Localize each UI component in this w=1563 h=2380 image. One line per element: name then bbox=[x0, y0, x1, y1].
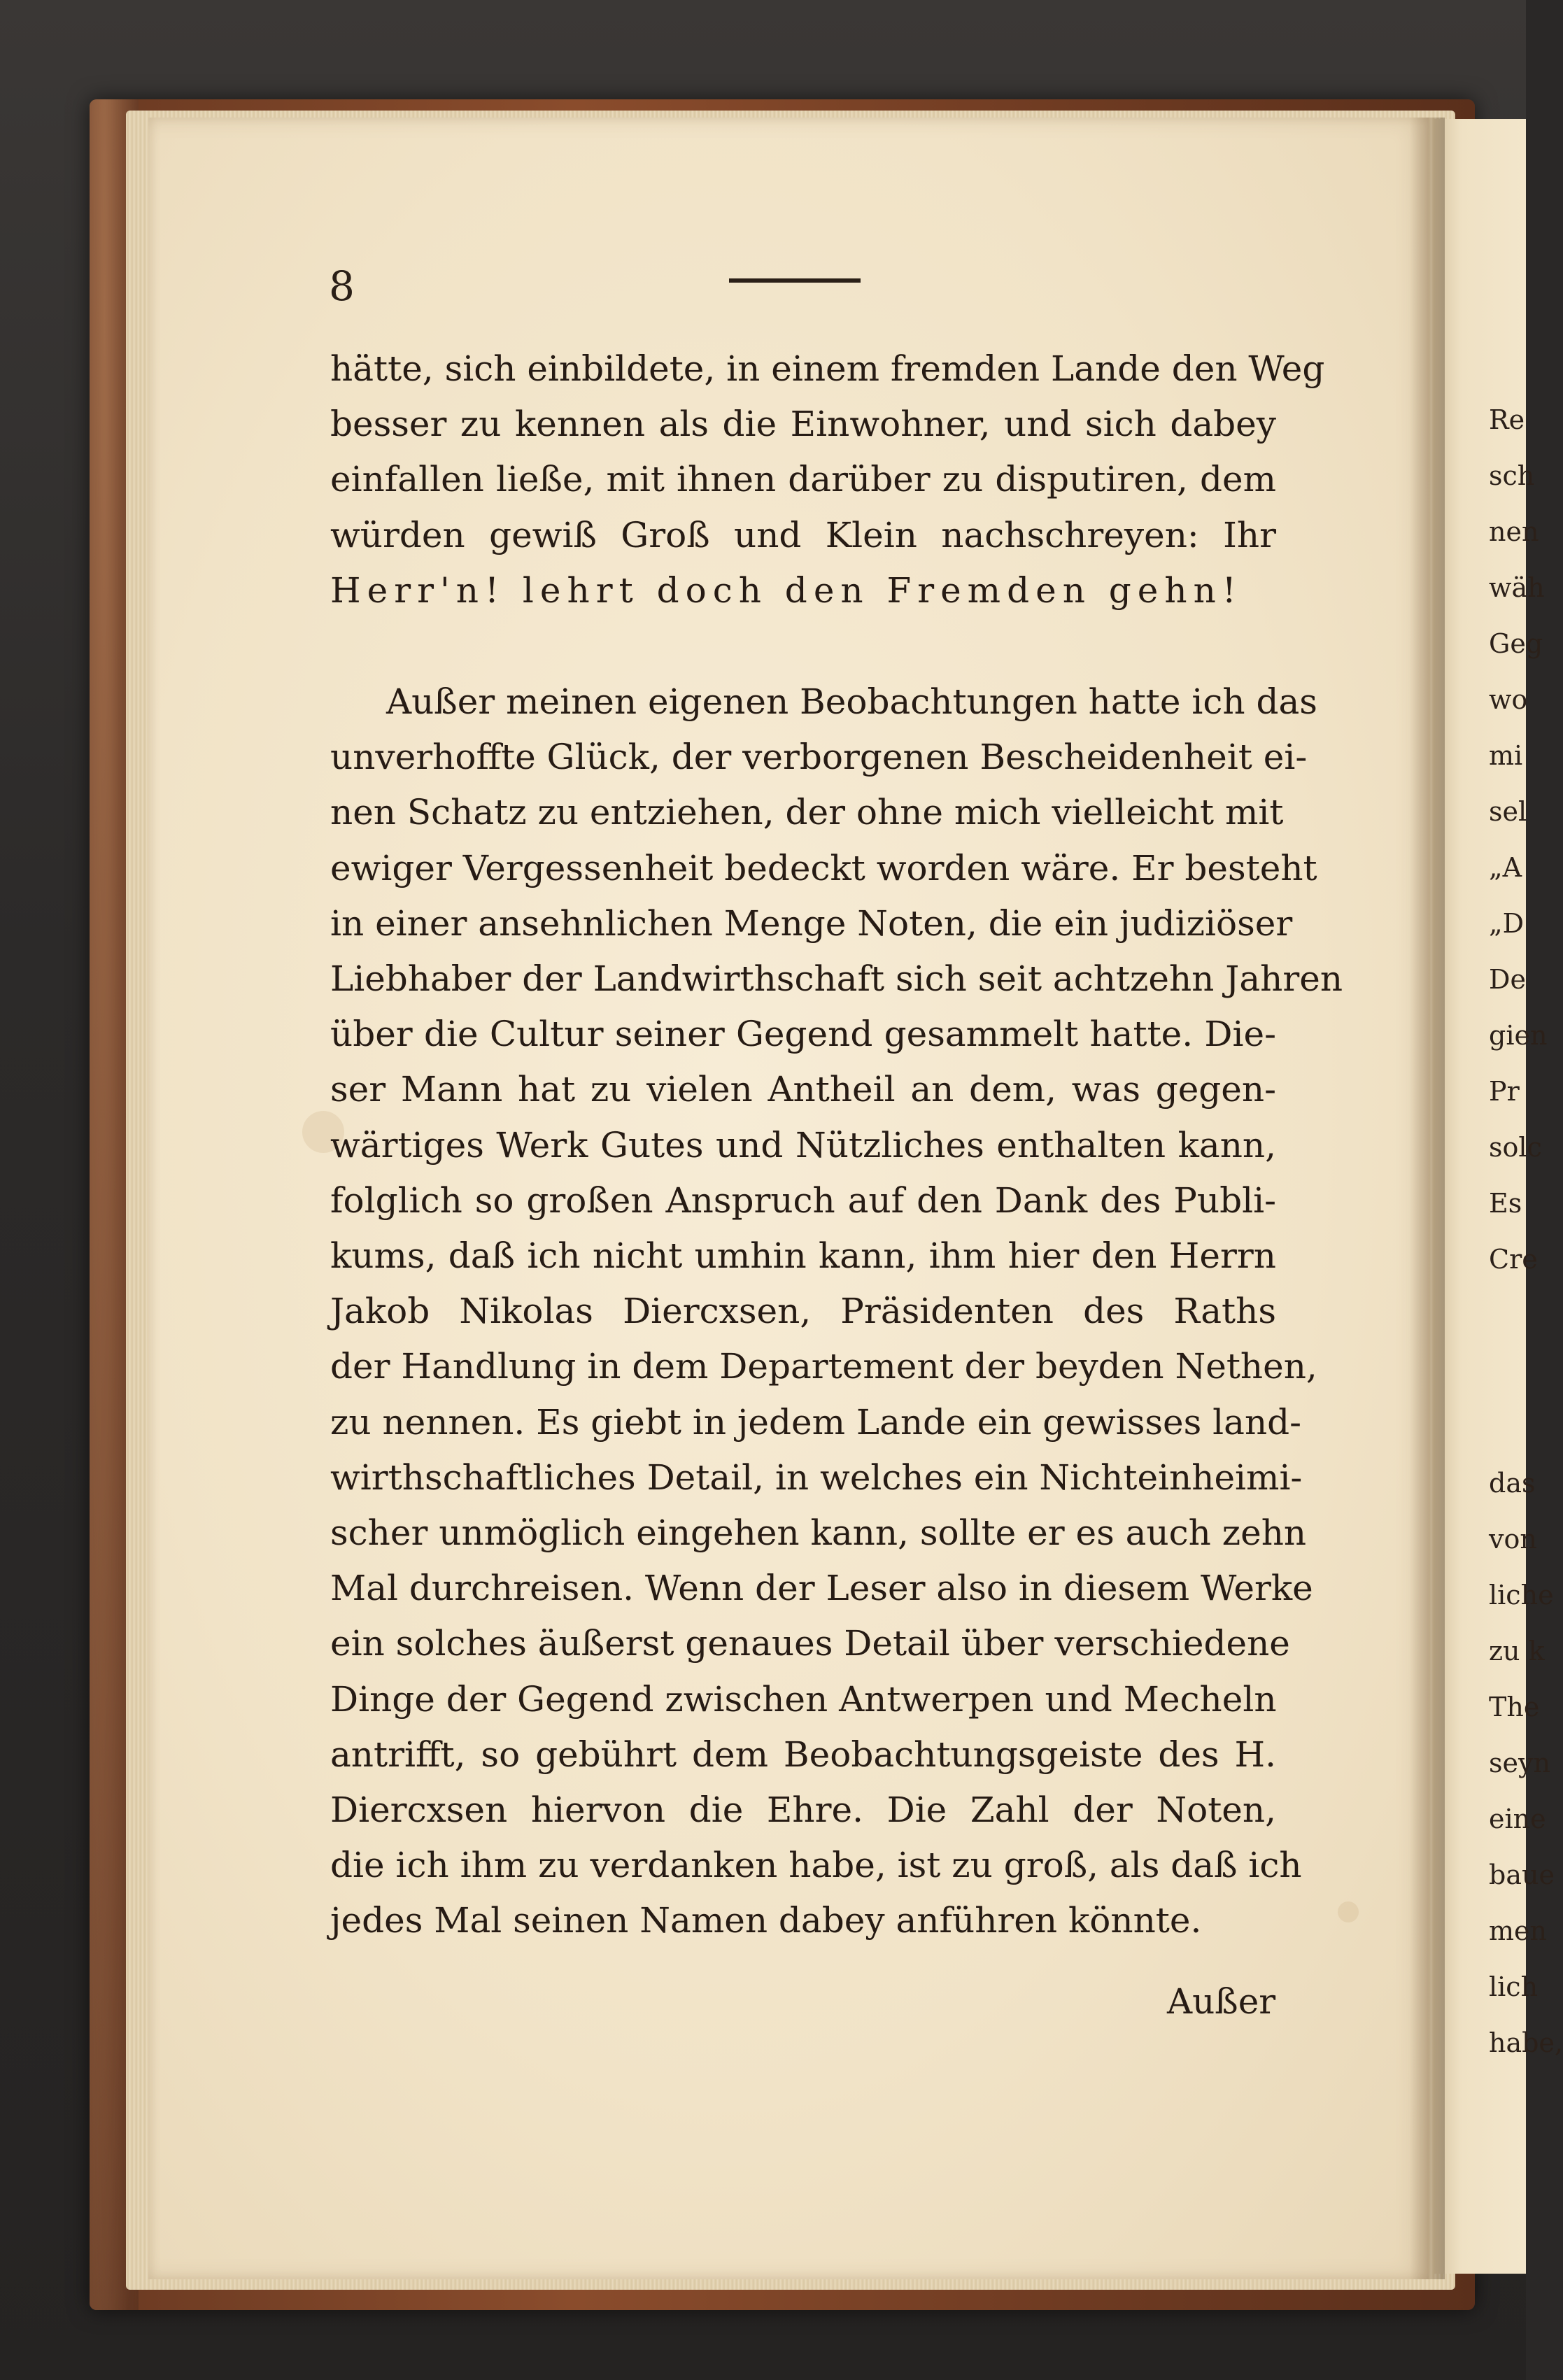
text-line: zu nennen. Es giebt in jedem Lande ein gewisses land- bbox=[330, 1401, 1302, 1443]
text-line: Außer meinen eigenen Beobachtungen hatte ich das bbox=[386, 681, 1317, 723]
opposite-line: eine bbox=[1489, 1804, 1546, 1834]
text-line: ser Mann hat zu vielen Antheil an dem, was gegen- bbox=[330, 1069, 1276, 1110]
opposite-line: „A bbox=[1489, 852, 1522, 883]
opposite-line: lich bbox=[1489, 1971, 1539, 2002]
opposite-line: Re bbox=[1489, 404, 1525, 435]
body-text bbox=[330, 341, 1343, 1949]
opposite-line: mi bbox=[1489, 740, 1523, 771]
text-line: wärtiges Werk Gutes und Nützliches enthalten kann, bbox=[330, 1124, 1276, 1166]
opposite-line: zu k bbox=[1489, 1636, 1545, 1666]
opposite-line: nen bbox=[1489, 516, 1539, 547]
text-line: einfallen ließe, mit ihnen darüber zu disputiren, dem bbox=[330, 459, 1276, 500]
opposite-line: De bbox=[1489, 964, 1526, 995]
opposite-line: wo bbox=[1489, 684, 1528, 715]
text-line: ewiger Vergessenheit bedeckt worden wäre. Er besteht bbox=[330, 847, 1317, 888]
text-line: in einer ansehnlichen Menge Noten, die ein judiziöser bbox=[330, 902, 1293, 944]
opposite-line: Cre bbox=[1489, 1244, 1538, 1275]
opposite-line: das bbox=[1489, 1468, 1536, 1499]
opposite-line: habe, bbox=[1489, 2027, 1563, 2058]
opposite-line: von bbox=[1489, 1524, 1537, 1554]
text-line: jedes Mal seinen Namen dabey anführen könnte. bbox=[330, 1900, 1202, 1941]
text-line: nen Schatz zu entziehen, der ohne mich vielleicht mit bbox=[330, 792, 1284, 833]
opposite-line: Pr bbox=[1489, 1076, 1520, 1107]
opposite-line: men bbox=[1489, 1915, 1547, 1946]
page-number: 8 bbox=[329, 262, 355, 310]
opposite-line: wäh bbox=[1489, 572, 1545, 603]
opposite-page-text bbox=[1489, 392, 1563, 2071]
opposite-line: sel bbox=[1489, 796, 1527, 827]
paragraph-2 bbox=[330, 674, 1343, 1949]
text-line: hätte, sich einbildete, in einem fremden Lande den Weg bbox=[330, 348, 1325, 389]
text-line: wirthschaftliches Detail, in welches ein Nichteinheimi- bbox=[330, 1457, 1303, 1498]
text-line: über die Cultur seiner Gegend gesammelt hatte. Die- bbox=[330, 1014, 1276, 1055]
text-line: Mal durchreisen. Wenn der Leser also in diesem Werke bbox=[330, 1568, 1313, 1609]
paragraph-gap bbox=[330, 618, 1276, 674]
opposite-line: The bbox=[1489, 1692, 1540, 1722]
header-rule bbox=[729, 278, 861, 283]
text-line: Jakob Nikolas Diercxsen, Präsidenten des Raths bbox=[330, 1291, 1276, 1332]
opposite-line: liche bbox=[1489, 1580, 1554, 1610]
text-line: folglich so großen Anspruch auf den Dank des Publi- bbox=[330, 1180, 1276, 1221]
book-gutter bbox=[1410, 118, 1445, 2279]
opposite-gap bbox=[1489, 1287, 1526, 1455]
text-line: der Handlung in dem Departement der beyden Nethen, bbox=[330, 1346, 1317, 1387]
text-line: antrifft, so gebührt dem Beobachtungsgeiste des H. bbox=[330, 1734, 1276, 1775]
opposite-line: Geg bbox=[1489, 628, 1543, 659]
text-line: ein solches äußerst genaues Detail über verschiedene bbox=[330, 1623, 1290, 1664]
opposite-line: „D bbox=[1489, 908, 1525, 939]
text-line: Diercxsen hiervon die Ehre. Die Zahl der Noten, bbox=[330, 1790, 1276, 1831]
text-line: die ich ihm zu verdanken habe, ist zu groß, als daß ich bbox=[330, 1845, 1302, 1886]
text-line: besser zu kennen als die Einwohner, und sich dabey bbox=[330, 404, 1276, 445]
opposite-line: Es bbox=[1489, 1188, 1522, 1219]
opposite-line: gien bbox=[1489, 1020, 1548, 1051]
text-line: Herr'n! lehrt doch den Fremden gehn! bbox=[330, 569, 1243, 611]
text-line: unverhoffte Glück, der verborgenen Bescheidenheit ei- bbox=[330, 737, 1308, 778]
text-line: Liebhaber der Landwirthschaft sich seit achtzehn Jahren bbox=[330, 958, 1343, 1000]
paragraph-1 bbox=[330, 341, 1325, 618]
text-line: Dinge der Gegend zwischen Antwerpen und Mecheln bbox=[330, 1678, 1277, 1720]
opposite-line: seyn bbox=[1489, 1748, 1550, 1778]
paper-stain bbox=[1338, 1901, 1359, 1922]
text-line: scher unmöglich eingehen kann, sollte er es auch zehn bbox=[330, 1513, 1307, 1554]
text-line: kums, daß ich nicht umhin kann, ihm hier den Herrn bbox=[330, 1235, 1276, 1277]
opposite-line: solc bbox=[1489, 1132, 1542, 1163]
text-line: würden gewiß Groß und Klein nachschreyen: Ihr bbox=[330, 514, 1276, 555]
opposite-line: sch bbox=[1489, 460, 1535, 491]
catchword: Außer bbox=[1167, 1981, 1276, 2022]
opposite-line: baue bbox=[1489, 1860, 1555, 1890]
